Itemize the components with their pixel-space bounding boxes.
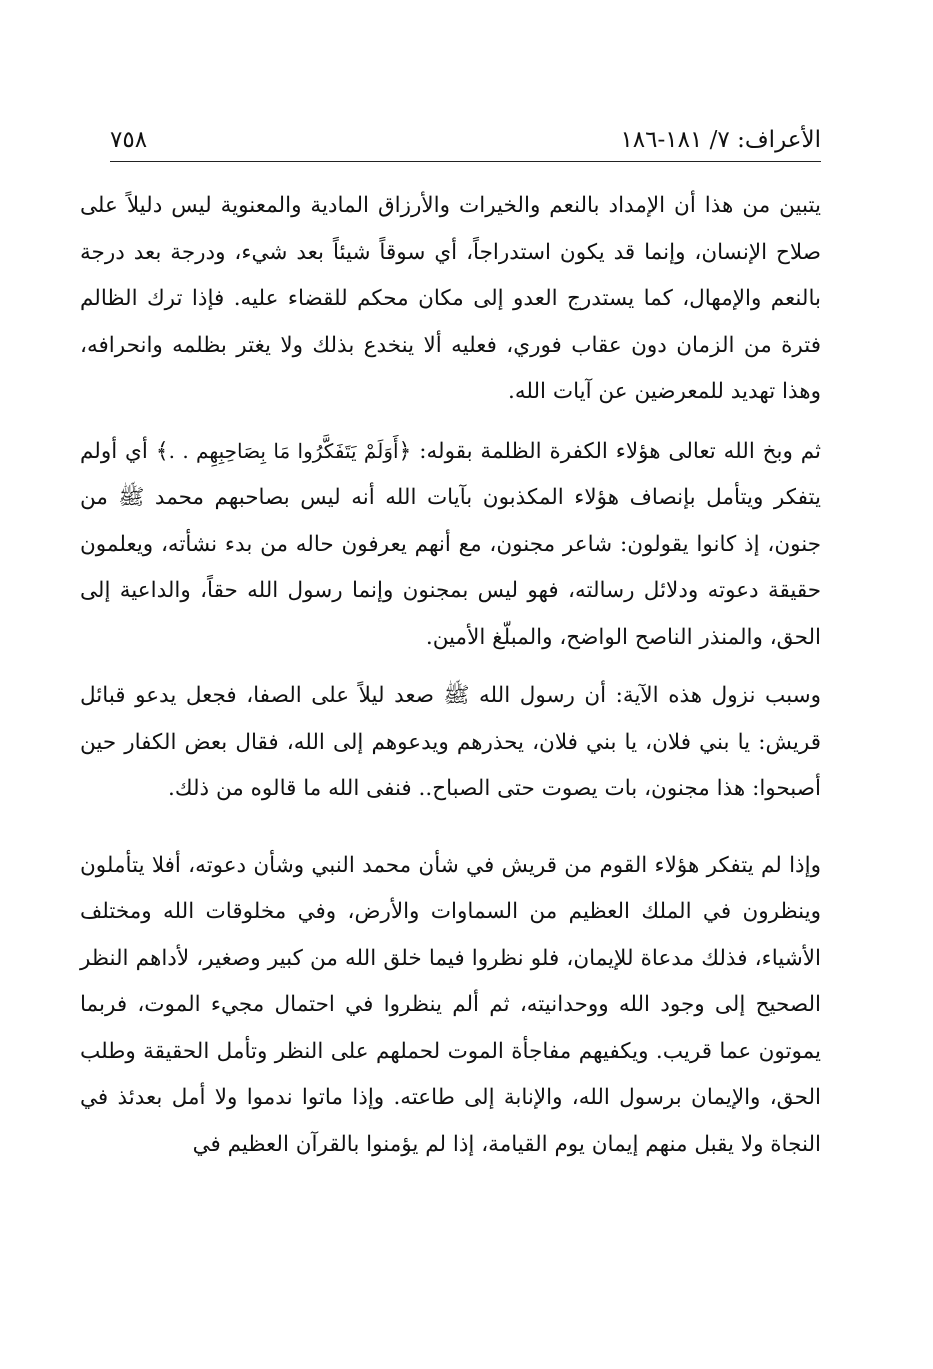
paragraph-3: وسبب نزول هذه الآية: أن رسول الله ﷺ صعد ليلاً على الصفا، فجعل يدعو قبائل قريش: يا بني فلان، يا بني فلان، يحذرهم ويدعوهم إلى الله، فقال بعض الكفار حين أصبحوا: هذا مجنون، بات يصوت حتى الصباح.. فنفى الله ما قالوه من ذلك. [80,683,821,801]
surah-reference: الأعراف: ٧/ ١٨١-١٨٦ [620,127,821,153]
running-header [110,118,821,162]
page-number: ٧٥٨ [110,127,148,153]
paragraph-2 [80,428,821,662]
quran-verse: أَوَلَمْ يَتَفَكَّرُوا مَا بِصَاحِبِهِم . . [168,438,399,463]
quran-open-bracket: ﴿ [398,438,412,464]
quran-close-bracket: ﴾ [155,438,169,464]
paragraph-1: يتبين من هذا أن الإمداد بالنعم والخيرات والأرزاق المادية والمعنوية ليس دليلاً على صلاح الإنسان، وإنما قد يكون استدراجاً، أي سوقاً شيئاً بعد شيء، ودرجة بعد درجة بالنعم والإمهال، كما يستدرج العدو إلى مكان محكم للقضاء عليه. فإذا ترك الظالم فترة من الزمان دون عقاب فوري، فعليه ألا ينخدع بذلك ولا يغتر بظلمه وانحرافه، وهذا تهديد للمعرضين عن آيات الله. [80,193,821,404]
paragraph-2-rest: أي أولم يتفكر ويتأمل بإنصاف هؤلاء المكذبون بآيات الله أنه ليس بصاحبهم محمد ﷺ من جنون، إذ كانوا يقولون: شاعر مجنون، مع أنهم يعرفون حاله من بدء نشأته، ويعلمون حقيقة دعوته ودلائل رسالته، فهو ليس بمجنون وإنما رسول الله حقاً، والداعية إلى الحق، والمنذر الناصح الواضح، والمبلّغ الأمين. [80,438,821,650]
paragraph-4: وإذا لم يتفكر هؤلاء القوم من قريش في شأن محمد النبي وشأن دعوته، أفلا يتأملون وينظرون في الملك العظيم من السماوات والأرض، وفي مخلوقات الله ومختلف الأشياء، فذلك مدعاة للإيمان، فلو نظروا فيما خلق الله من كبير وصغير، لأداهم النظر الصحيح إلى وجود الله ووحدانيته، ثم ألم ينظروا في احتمال مجيء الموت، فربما يموتون عما قريب. ويكفيهم مفاجأة الموت لحملهم على النظر وتأمل الحقيقة وطلب الحق، والإيمان برسول الله، والإنابة إلى طاعته. وإذا ماتوا ندموا ولا أمل بعدئذ في النجاة ولا يقبل منهم إيمان يوم القيامة، إذا لم يؤمنوا بالقرآن العظيم في [80,852,821,1157]
paragraph-2-intro: ثم وبخ الله تعالى هؤلاء الكفرة الظلمة بقوله: [411,438,822,464]
page-body [80,183,821,1180]
